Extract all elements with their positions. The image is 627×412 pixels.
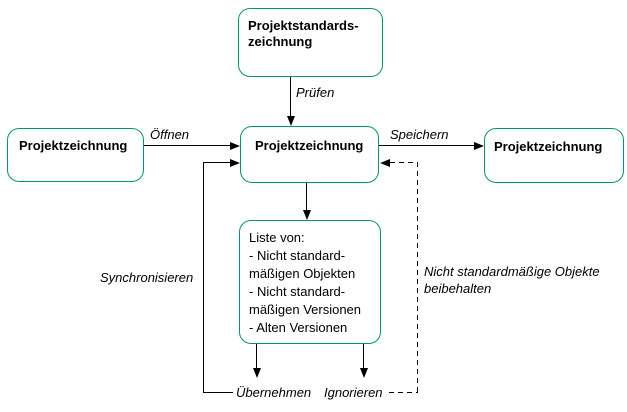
liste-line-6: - Alten Versionen	[249, 320, 348, 335]
liste-line-5: mäßigen Versionen	[249, 302, 362, 317]
box-projektzeichnung-saved-label: Projektzeichnung	[494, 139, 603, 154]
line-oeffnen	[144, 145, 231, 146]
label-uebernehmen: Übernehmen	[236, 385, 312, 400]
box-projektzeichnung-working	[240, 126, 379, 183]
line-speichern	[379, 145, 474, 146]
label-pruefen: Prüfen	[296, 85, 335, 100]
line-pruefen	[290, 77, 291, 117]
label-beibehalten	[424, 263, 600, 297]
liste-line-4: - Nicht standard-	[249, 284, 346, 299]
arrowhead-oeffnen	[230, 142, 240, 150]
box-projektstandardszeichnung-line1: Projektstandards-	[248, 18, 359, 33]
label-ignorieren: Ignorieren	[324, 385, 383, 400]
arrowhead-sync	[230, 159, 240, 167]
label-synchronisieren: Synchronisieren	[100, 270, 194, 285]
dashline-beibehalten-bottom	[389, 392, 418, 393]
line-sync-vertical	[203, 162, 204, 393]
label-beibehalten-line2: beibehalten	[424, 281, 492, 296]
label-oeffnen: Öffnen	[150, 127, 190, 142]
label-speichern: Speichern	[390, 127, 449, 142]
box-projektzeichnung-source-label: Projektzeichnung	[19, 138, 128, 153]
box-projektstandardszeichnung	[238, 8, 383, 77]
box-projektzeichnung-source	[7, 128, 144, 182]
dashline-beibehalten-top	[390, 162, 418, 163]
arrowhead-pruefen	[287, 116, 295, 126]
arrowhead-working-to-liste	[303, 210, 311, 220]
line-working-to-liste	[306, 183, 307, 211]
line-liste-to-uebernehmen	[256, 344, 257, 369]
liste-line-3: mäßigen Objekten	[249, 266, 356, 281]
arrowhead-speichern	[474, 142, 484, 150]
box-projektzeichnung-saved	[484, 128, 624, 183]
box-liste	[239, 220, 381, 344]
dashline-beibehalten-vertical	[417, 162, 418, 393]
box-projektzeichnung-working-label: Projektzeichnung	[255, 138, 364, 153]
arrowhead-beibehalten	[380, 159, 390, 167]
arrowhead-uebernehmen	[253, 368, 261, 378]
line-sync-bottom	[203, 392, 233, 393]
liste-line-2: - Nicht standard-	[249, 248, 346, 263]
liste-line-1: Liste von:	[249, 230, 305, 245]
arrowhead-ignorieren	[360, 368, 368, 378]
box-projektstandardszeichnung-line2: zeichnung	[248, 34, 313, 49]
label-beibehalten-line1: Nicht standardmäßige Objekte	[424, 264, 600, 279]
line-sync-top	[203, 162, 231, 163]
line-liste-to-ignorieren	[363, 344, 364, 369]
